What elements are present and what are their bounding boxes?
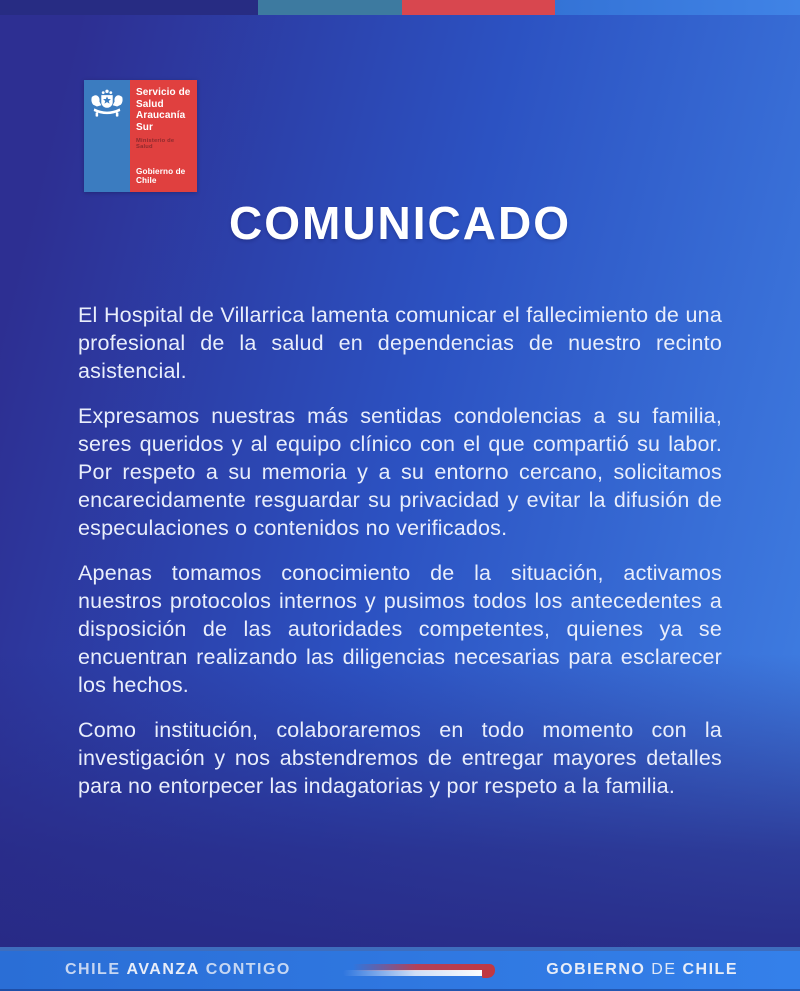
paragraph-3: Apenas tomamos conocimiento de la situación, activamos nuestros protocolos internos y pusimos todos los antecedentes a disposición de las autoridades competentes, quienes ya se encuentran realizando las diligencias necesarias para esclarecer los hechos.: [78, 561, 722, 697]
slogan-word-chile: CHILE: [65, 961, 121, 978]
gov-word-gobierno: GOBIERNO: [546, 961, 646, 978]
paragraph-1: El Hospital de Villarrica lamenta comunicar el fallecimiento de una profesional de la salud en dependencias de nuestro recinto asistencial.: [78, 303, 722, 383]
strip-navy-segment: [0, 0, 258, 15]
strip-red-segment: [402, 0, 555, 15]
footer-slogan: [65, 961, 291, 979]
footer-bar: [0, 947, 800, 991]
footer-government: [546, 961, 738, 979]
gov-word-de: DE: [651, 961, 677, 978]
logo-blue-column: [84, 80, 130, 192]
swoosh-white-stripe: [343, 970, 488, 976]
government-logo: [84, 80, 197, 192]
logo-service-line3: Araucanía Sur: [136, 110, 186, 133]
logo-ministry-label: Ministerio de Salud: [136, 138, 175, 150]
slogan-word-contigo: CONTIGO: [205, 961, 291, 978]
paragraph-2: Expresamos nuestras más sentidas condolencias a su familia, seres queridos y al equipo clínico con el que compartió su labor. Por respeto a su memoria y a su entorno cercano, solicitamos encarecidamente resguardar su privacidad y evitar la difusión de especulaciones o contenidos no verificados.: [78, 404, 722, 540]
top-color-strip: [0, 0, 800, 15]
logo-red-column: [130, 80, 197, 192]
slogan-word-avanza: AVANZA: [126, 961, 200, 978]
strip-teal-segment: [258, 0, 402, 15]
logo-service-line2: Salud: [136, 98, 164, 110]
chile-coat-of-arms-icon: [88, 88, 126, 120]
gov-word-chile: CHILE: [682, 961, 738, 978]
logo-government-label: Gobierno de Chile: [136, 167, 186, 185]
chile-flag-swoosh-icon: [343, 964, 495, 979]
logo-service-line1: Servicio de: [136, 87, 191, 98]
communique-body: [78, 301, 722, 817]
swoosh-tip: [482, 969, 495, 978]
page-title: COMUNICADO: [229, 197, 571, 249]
strip-blue-segment: [555, 0, 800, 15]
paragraph-4: Como institución, colaboraremos en todo momento con la investigación y nos abstendremos de entregar mayores detalles para no entorpecer las indagatorias y por respeto a la familia.: [78, 718, 722, 798]
